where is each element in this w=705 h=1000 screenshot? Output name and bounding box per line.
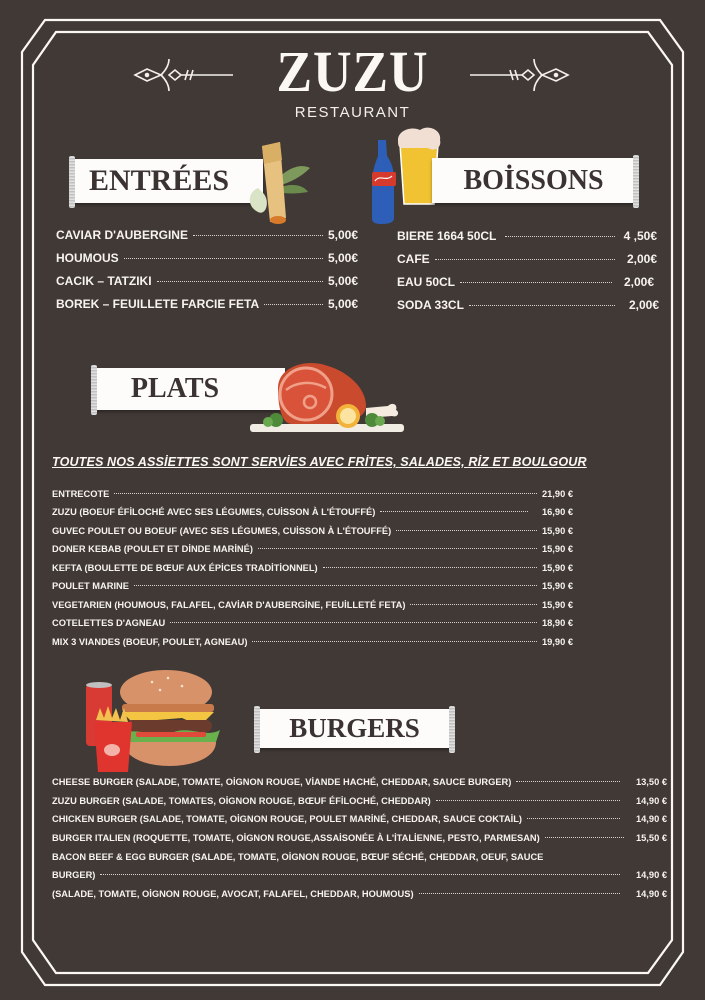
dotted-leader [100, 874, 620, 875]
dotted-leader [396, 530, 537, 531]
restaurant-name: ZUZU [276, 39, 429, 104]
dotted-leader [114, 493, 537, 494]
dotted-leader [436, 800, 620, 801]
menu-item: CHICKEN BURGER (SALADE, TOMATE, OİGNON ROUGE, POULET MARİNÉ, CHEDDAR, SAUCE COKTAİL) 14,90 € [52, 814, 667, 824]
dotted-leader [545, 837, 624, 838]
dotted-leader [252, 641, 537, 642]
dotted-leader [134, 585, 537, 586]
menu-item: BIERE 1664 50CL 4 ,50€ [397, 229, 657, 243]
dotted-leader [264, 304, 323, 305]
menu-item: DONER KEBAB (POULET ET DİNDE MARİNÉ) 15,90 € [52, 544, 573, 554]
menu-item: EAU 50CL 2,00€ [397, 275, 654, 289]
menu-item: VEGETARIEN (HOUMOUS, FALAFEL, CAVİAR D'AUBERGİNE, FEUİLLETÉ FETA) 15,90 € [52, 600, 573, 610]
menu-item: KEFTA (BOULETTE DE BŒUF AUX ÉPİCES TRADİTİONNEL) 15,90 € [52, 563, 573, 573]
dotted-leader [170, 622, 537, 623]
dotted-leader [435, 259, 615, 260]
dotted-leader [157, 281, 323, 282]
plats-heading: PLATS [130, 373, 220, 404]
banner-roll [633, 155, 639, 208]
menu-item: POULET MARINE 15,90 € [52, 581, 573, 591]
dotted-leader [527, 818, 620, 819]
dotted-leader [410, 604, 537, 605]
dotted-leader [380, 511, 528, 512]
banner-roll [69, 156, 75, 208]
boissons-heading: BOİSSONS [463, 164, 604, 196]
menu-item: SODA 33CL 2,00€ [397, 298, 659, 312]
burger-fries-soda-icon [82, 668, 227, 774]
menu-item: BURGER ITALIEN (ROQUETTE, TOMATE, OİGNON ROUGE,ASSAİSONÉE À L'İTALİENNE, PESTO, PARMESAN) 15,50 € [52, 833, 667, 843]
entrees-heading: ENTRÉES [88, 164, 230, 197]
roast-meat-icon [248, 358, 408, 436]
spring-roll-icon [242, 140, 314, 226]
boissons-banner [432, 158, 635, 203]
banner-roll [449, 706, 455, 753]
dotted-leader [505, 236, 614, 237]
entrees-banner [73, 159, 263, 203]
menu-item: CAFE 2,00€ [397, 252, 657, 266]
banner-roll [91, 365, 97, 415]
dotted-leader [323, 567, 537, 568]
restaurant-subtitle: RESTAURANT [294, 104, 411, 121]
dotted-leader [258, 548, 537, 549]
burgers-heading: BURGERS [289, 713, 420, 743]
menu-item: MIX 3 VIANDES (BOEUF, POULET, AGNEAU) 19,90 € [52, 637, 573, 647]
menu-item: GUVEC POULET OU BOEUF (AVEC SES LÉGUMES, CUİSSON À L'ÉTOUFFÉ) 15,90 € [52, 526, 573, 536]
plats-side-note: TOUTES NOS ASSİETTES SONT SERVİES AVEC FRİTES, SALADES, RİZ ET BOULGOUR [52, 455, 587, 469]
menu-item: (SALADE, TOMATE, OİGNON ROUGE, AVOCAT, FALAFEL, CHEDDAR, HOUMOUS) 14,90 € [52, 889, 667, 899]
dotted-leader [469, 305, 615, 306]
dotted-leader [193, 235, 323, 236]
menu-item: BOREK – FEUILLETE FARCIE FETA 5,00€ [56, 297, 358, 311]
dotted-leader [124, 258, 323, 259]
menu-item: CACIK – TATZIKI 5,00€ [56, 274, 358, 288]
menu-item: BURGER) 14,90 € [52, 870, 667, 880]
menu-item: ZUZU BURGER (SALADE, TOMATES, OİGNON ROUGE, BŒUF ÉFİLOCHÉ, CHEDDAR) 14,90 € [52, 796, 667, 806]
menu-item: COTELETTES D'AGNEAU 18,90 € [52, 618, 573, 628]
dotted-leader [419, 893, 620, 894]
banner-roll [254, 706, 260, 753]
menu-item: HOUMOUS 5,00€ [56, 251, 358, 265]
menu-item: CAVIAR D'AUBERGINE 5,00€ [56, 228, 358, 242]
dotted-leader [516, 781, 620, 782]
dotted-leader [460, 282, 612, 283]
menu-item-line1: BACON BEEF & EGG BURGER (SALADE, TOMATE, OİGNON ROUGE, BŒUF SÉCHÉ, CHEDDAR, OEUF, SAUCE [52, 852, 544, 862]
menu-item: ENTRECOTE 21,90 € [52, 489, 573, 499]
menu-item: ZUZU (BOEUF ÉFİLOCHÉ AVEC SES LÉGUMES, CUİSSON À L'ÉTOUFFÉ) 16,90 € [52, 507, 573, 517]
menu-item: CHEESE BURGER (SALADE, TOMATE, OİGNON ROUGE, VİANDE HACHÉ, CHEDDAR, SAUCE BURGER) 13,50 € [52, 777, 667, 787]
burgers-banner [258, 709, 451, 748]
